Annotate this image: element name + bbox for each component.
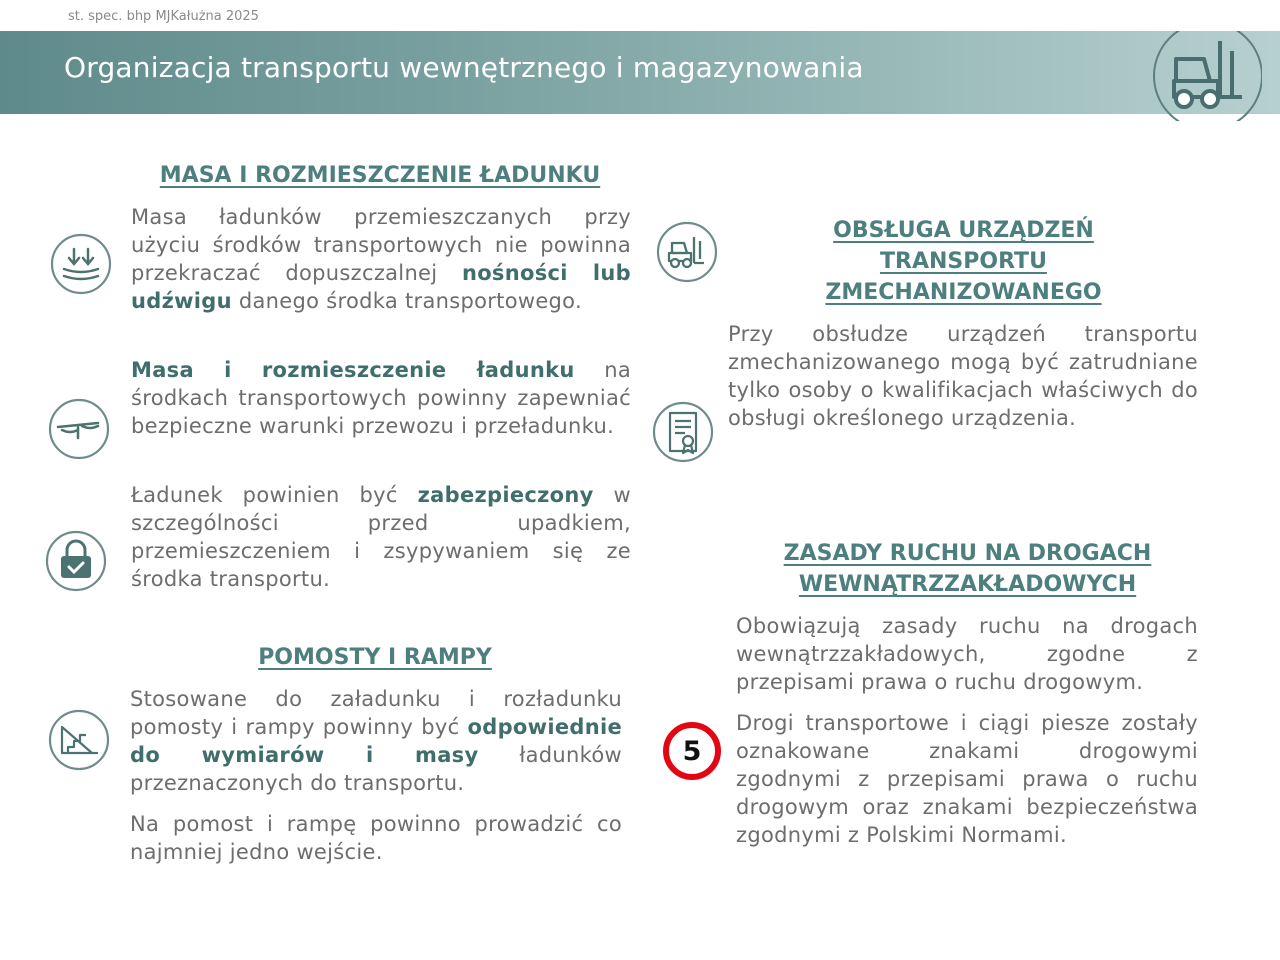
masa-p3-bold: zabezpieczony [417,483,594,507]
load-down-arrows-icon [50,233,112,295]
page-title: Organizacja transportu wewnętrznego i magazynowania [64,51,864,84]
masa-p1-text-c: danego środka transportowego. [231,289,582,313]
speed-limit-value: 5 [682,735,702,767]
speed-limit-sign-icon [663,722,721,780]
zasady-paragraph-2: Drogi transportowe i ciągi piesze zostały oznakowane znakami drogowymi zgodnymi z przepisami prawa o ruchu drogowym oraz znakami bezpieczeństwa zgodnymi z Polskimi Normami. [736,711,1198,847]
heading-zasady-line-2: WEWNĄTRZZAKŁADOWYCH [798,572,1137,597]
heading-zasady-line-1: ZASADY RUCHU NA DROGACH [783,541,1152,566]
forklift-icon [1150,31,1262,121]
heading-zasady [735,538,1200,600]
author-note: st. spec. bhp MJKałużna 2025 [68,9,259,24]
masa-p3-text-a: Ładunek powinien być [131,483,418,507]
pomosty-paragraph-2: Na pomost i rampę powinno prowadzić co najmniej jedno wejście. [130,812,622,864]
heading-masa: MASA I ROZMIESZCZENIE ŁADUNKU [159,163,601,188]
pomosty-p1-text-c: ładunków przeznaczonych do transportu. [130,743,622,795]
pomosty-p1-text-a: Stosowane do załadunku i rozładunku pomosty i rampy powinny być [130,687,622,739]
masa-p3-text-c: w szczególności przed upadkiem, przemieszczeniem i zsypywaniem się ze środka transportu. [131,483,631,591]
obsluga-paragraph-1: Przy obsłudze urządzeń transportu zmechanizowanego mogą być zatrudniane tylko osoby o kwalifikacjach właściwych do obsługi określonego urządzenia. [728,322,1198,430]
masa-p1-text-a: Masa ładunków przemieszczanych przy użyciu środków transportowych nie powinna przekraczać dopuszczalnej [131,205,631,285]
masa-paragraph-2 [131,356,631,440]
scale-balance-icon [48,398,110,460]
zasady-paragraph-1: Obowiązują zasady ruchu na drogach wewnątrzzakładowych, zgodne z przepisami prawa o ruchu drogowym. [736,614,1198,694]
ramp-stairs-icon [48,709,110,771]
heading-obsluga-line-2: TRANSPORTU [880,249,1047,274]
masa-paragraph-1 [131,203,631,315]
masa-p2-bold: Masa i rozmieszczenie ładunku [131,358,575,382]
certificate-icon [652,401,714,463]
heading-obsluga-line-3: ZMECHANIZOWANEGO [825,280,1102,305]
masa-p1-bold: nośności lub udźwigu [131,261,631,313]
pomosty-p1-bold: odpowiednie do wymiarów i masy [130,715,622,767]
pomosty-paragraph-1 [130,685,622,797]
padlock-check-icon [45,530,107,592]
heading-obsluga-line-1: OBSŁUGA URZĄDZEŃ [833,218,1094,243]
masa-paragraph-3 [131,481,631,593]
title-banner [0,31,1280,114]
heading-obsluga [740,215,1187,308]
heading-pomosty: POMOSTY I RAMPY [258,645,492,670]
masa-p2-text-c: na środkach transportowych powinny zapewniać bezpieczne warunki przewozu i przeładunku. [131,358,631,438]
forklift-icon [656,221,718,283]
